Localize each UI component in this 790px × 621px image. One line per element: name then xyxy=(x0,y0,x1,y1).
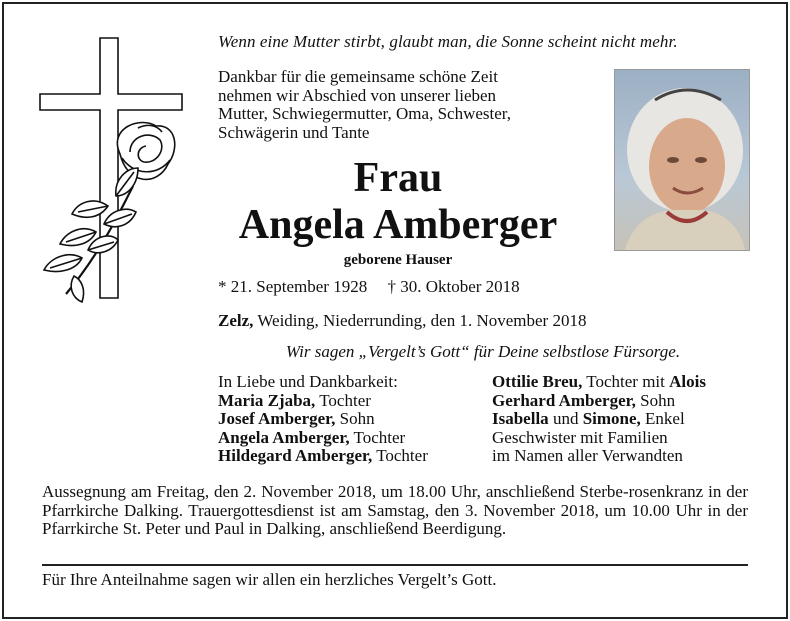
intro-line: nehmen wir Abschied von unserer lieben xyxy=(218,85,497,105)
town-name: Zelz, xyxy=(218,311,254,330)
salutation: Frau xyxy=(353,155,443,201)
mourners-right xyxy=(492,373,762,466)
list-item: Josef Amberger, Sohn xyxy=(218,409,375,428)
thanks-line: Wir sagen „Vergelt’s Gott“ für Deine selbstlose Fürsorge. xyxy=(285,342,681,361)
birth-name: geborene Hauser xyxy=(343,252,453,268)
list-item: im Namen aller Verwandten xyxy=(492,446,683,465)
portrait-illustration xyxy=(615,70,749,250)
divider xyxy=(42,564,748,566)
birth-date: * 21. September 1928 xyxy=(218,277,368,296)
list-item: Hildegard Amberger, Tochter xyxy=(218,446,428,465)
place-rest: Weiding, Niederrunding, den 1. November 2018 xyxy=(253,311,587,330)
death-date: † 30. Oktober 2018 xyxy=(387,277,520,296)
funeral-details: Aussegnung am Freitag, den 2. November 2018, um 18.00 Uhr, anschließend Sterbe-rosenkranz in der Pfarrkirche Dalking. Trauergottesdienst ist am Samstag, den 3. November 2018, um 10.00 Uhr in der Pfarrkirche St. Peter und Paul in Dalking, anschließend Beerdigung. xyxy=(42,482,748,538)
list-item: In Liebe und Dankbarkeit: xyxy=(218,372,398,391)
list-item: Angela Amberger, Tochter xyxy=(218,427,406,447)
portrait-photo xyxy=(614,69,750,251)
list-item: Gerhard Amberger, Sohn xyxy=(492,390,676,410)
closing-text: Für Ihre Anteilnahme sagen wir allen ein herzliches Vergelt’s Gott. xyxy=(42,570,497,589)
motto: Wenn eine Mutter stirbt, glaubt man, die Sonne scheint nicht mehr. xyxy=(218,32,678,51)
list-item: Geschwister mit Familien xyxy=(492,427,668,447)
intro-line: Dankbar für die gemeinsame schöne Zeit xyxy=(218,67,498,86)
deceased-name: Angela Amberger xyxy=(238,202,558,248)
intro-line: Schwägerin und Tante xyxy=(218,122,370,142)
list-item: Ottilie Breu, Tochter mit Alois xyxy=(492,372,706,391)
list-item: Maria Zjaba, Tochter xyxy=(218,390,371,410)
cross-with-rose-icon xyxy=(38,36,188,306)
intro-text xyxy=(218,68,588,142)
life-dates xyxy=(218,277,588,297)
mourners-left xyxy=(218,373,488,466)
intro-line: Mutter, Schwiegermutter, Oma, Schwester, xyxy=(218,104,512,123)
place-and-date xyxy=(218,311,738,331)
list-item: Isabella und Simone, Enkel xyxy=(492,409,685,428)
